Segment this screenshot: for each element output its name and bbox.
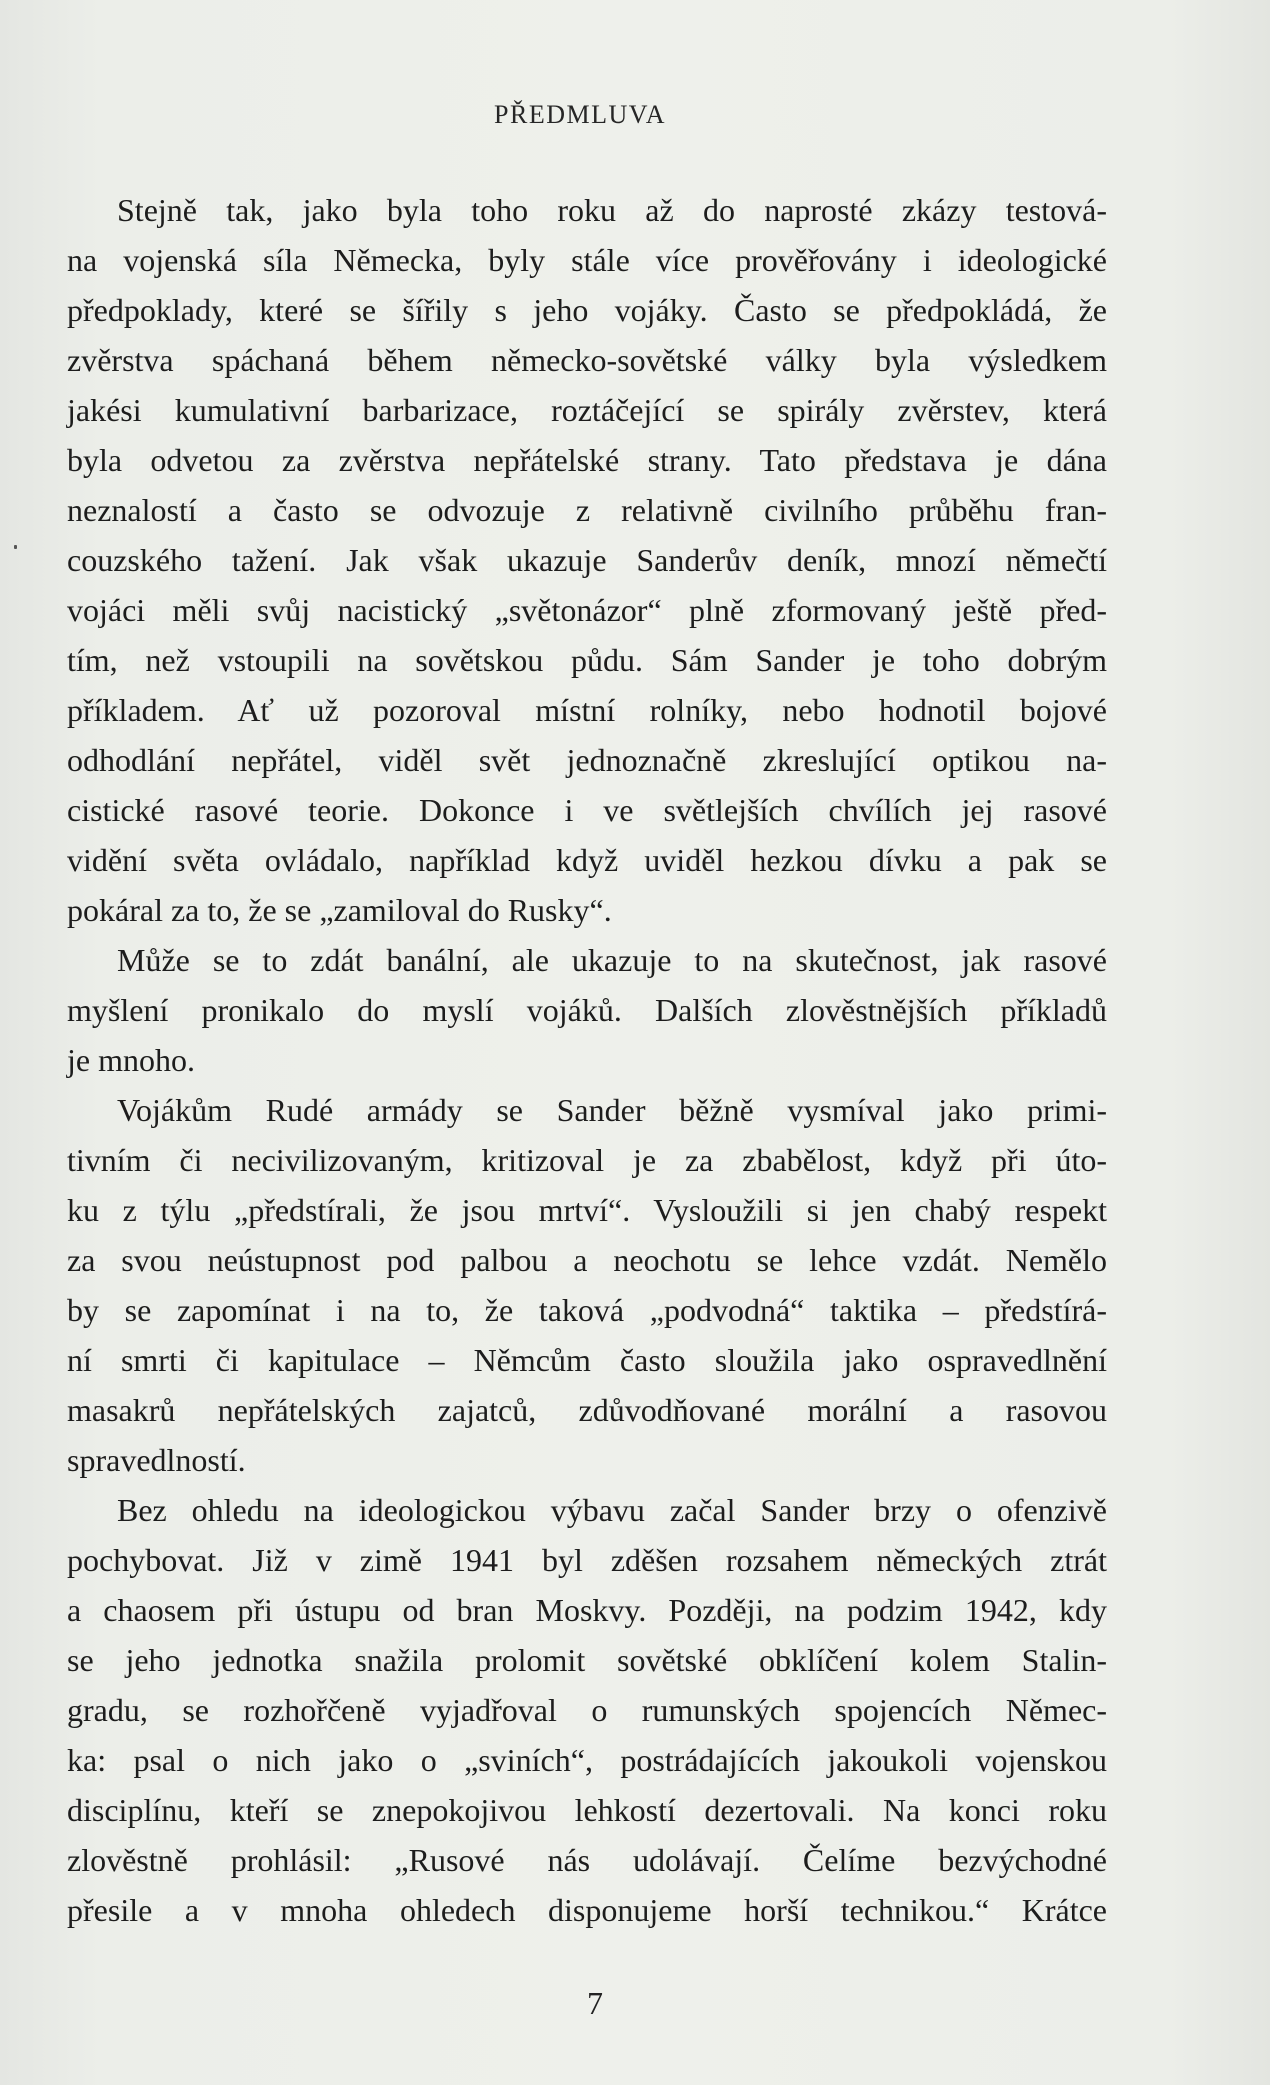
text-line: ka: psal o nich jako o „sviních“, postrádajících jakoukoli vojenskou bbox=[67, 1742, 1107, 1778]
text-line: vidění světa ovládalo, například když uviděl hezkou dívku a pak se bbox=[67, 842, 1107, 878]
text-line: na vojenská síla Německa, byly stále více prověřovány i ideologické bbox=[67, 242, 1107, 278]
margin-speck bbox=[14, 545, 17, 549]
text-line: pokáral za to, že se „zamiloval do Rusky“. bbox=[67, 892, 612, 928]
text-line: spravedlností. bbox=[67, 1442, 246, 1478]
text-line: příkladem. Ať už pozoroval místní rolníky, nebo hodnotil bojové bbox=[67, 692, 1107, 728]
text-line: jakési kumulativní barbarizace, roztáčející se spirály zvěrstev, která bbox=[67, 392, 1107, 428]
text-line: disciplínu, kteří se znepokojivou lehkostí dezertovali. Na konci roku bbox=[67, 1792, 1107, 1828]
text-line: Vojákům Rudé armády se Sander běžně vysmíval jako primi- bbox=[117, 1092, 1107, 1128]
text-line: a chaosem při ústupu od bran Moskvy. Později, na podzim 1942, kdy bbox=[67, 1592, 1107, 1628]
text-line: ku z týlu „předstírali, že jsou mrtví“. Vysloužili si jen chabý respekt bbox=[67, 1192, 1107, 1228]
page-number: 7 bbox=[587, 1985, 603, 2021]
text-line: ní smrti či kapitulace – Němcům často sloužila jako ospravedlnění bbox=[67, 1342, 1107, 1378]
text-line: za svou neústupnost pod palbou a neochotu se lehce vzdát. Nemělo bbox=[67, 1242, 1107, 1278]
text-line: Může se to zdát banální, ale ukazuje to na skutečnost, jak rasové bbox=[117, 942, 1107, 978]
text-line: pochybovat. Již v zimě 1941 byl zděšen rozsahem německých ztrát bbox=[67, 1542, 1107, 1578]
text-line: byla odvetou za zvěrstva nepřátelské strany. Tato představa je dána bbox=[67, 442, 1107, 478]
text-line: vojáci měli svůj nacistický „světonázor“ plně zformovaný ještě před- bbox=[67, 592, 1107, 628]
text-line: zlověstně prohlásil: „Rusové nás udolávají. Čelíme bezvýchodné bbox=[67, 1842, 1107, 1878]
text-line: cistické rasové teorie. Dokonce i ve světlejších chvílích jej rasové bbox=[67, 792, 1107, 828]
text-line: masakrů nepřátelských zajatců, zdůvodňované morální a rasovou bbox=[67, 1392, 1107, 1428]
text-line: gradu, se rozhořčeně vyjadřoval o rumunských spojencích Němec- bbox=[67, 1692, 1107, 1728]
text-line: tivním či necivilizovaným, kritizoval je za zbabělost, když při úto- bbox=[67, 1142, 1107, 1178]
text-line: Stejně tak, jako byla toho roku až do naprosté zkázy testová- bbox=[117, 192, 1107, 228]
text-line: tím, než vstoupili na sovětskou půdu. Sám Sander je toho dobrým bbox=[67, 642, 1107, 678]
text-line: přesile a v mnoha ohledech disponujeme horší technikou.“ Krátce bbox=[67, 1892, 1107, 1928]
text-line: předpoklady, které se šířily s jeho vojáky. Často se předpokládá, že bbox=[67, 292, 1107, 328]
text-line: couzského tažení. Jak však ukazuje Sanderův deník, mnozí němečtí bbox=[67, 542, 1107, 578]
text-line: neznalostí a často se odvozuje z relativně civilního průběhu fran- bbox=[67, 492, 1107, 528]
text-line: myšlení pronikalo do myslí vojáků. Dalších zlověstnějších příkladů bbox=[67, 992, 1107, 1028]
body-text bbox=[67, 185, 1107, 1935]
running-title: PŘEDMLUVA bbox=[494, 100, 666, 129]
text-line: se jeho jednotka snažila prolomit sovětské obklíčení kolem Stalin- bbox=[67, 1642, 1107, 1678]
text-line: odhodlání nepřátel, viděl svět jednoznačně zkreslující optikou na- bbox=[67, 742, 1107, 778]
text-line: zvěrstva spáchaná během německo-sovětské války byla výsledkem bbox=[67, 342, 1107, 378]
text-line: Bez ohledu na ideologickou výbavu začal Sander brzy o ofenzivě bbox=[117, 1492, 1107, 1528]
text-line: je mnoho. bbox=[67, 1042, 195, 1078]
text-line: by se zapomínat i na to, že taková „podvodná“ taktika – předstírá- bbox=[67, 1292, 1107, 1328]
